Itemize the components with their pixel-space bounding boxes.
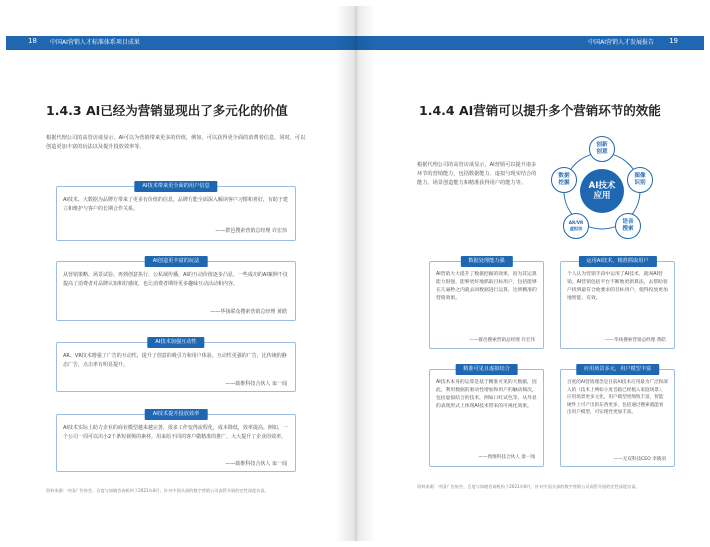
right-page-number: 19 bbox=[669, 37, 678, 45]
node-label: 搜索 bbox=[622, 226, 634, 232]
quote-signature: ——华扬搜索营销总经理 黄皓 bbox=[604, 338, 666, 343]
quote-tag: AI技术带来更全面的用户信息 bbox=[134, 181, 217, 192]
node-label: 虚拟技 bbox=[569, 226, 583, 231]
center-label-line2: 应用 bbox=[593, 191, 611, 201]
left-section-title: 1.4.3 AI已经为营销显现出了多元化的价值 bbox=[46, 103, 288, 118]
right-quote-card-4 bbox=[560, 366, 675, 467]
right-header-title: 中国AI营销人才发展报告 bbox=[588, 39, 654, 46]
quote-signature: ——致维科技合伙人 栾一闻 bbox=[478, 455, 535, 460]
quote-signature: ——无双科技CEO 李晓羽 bbox=[613, 457, 666, 462]
left-intro: 根据代理公司的高管访谈显示，AI可以为营销带来更多的价值，例如，可以获得更全面的消费者信息，同时，可以创造更加丰富的玩法以及提升投放效率等。 bbox=[46, 135, 306, 150]
left-quote-card-4 bbox=[56, 411, 296, 472]
left-quote-card-2 bbox=[56, 258, 296, 321]
quote-text: 百度的AI营销理念是目前AI技术应用最为广泛和深入的（技术上例如小度音箱已经植入家庭场景），应用场景更多元化，用户模型更细致丰富，智能硬件上可产出的东西更多，包括通过搜索就能看出用户模型，可实现性更加丰富。 bbox=[567, 380, 668, 416]
book-spread bbox=[6, 6, 704, 541]
right-quote-card-1 bbox=[429, 258, 544, 349]
node-data-mining bbox=[551, 167, 577, 193]
quote-signature: ——华扬联众搜索营销总经理 黄皓 bbox=[210, 309, 287, 315]
quote-signature: ——群邑搜索营销总经理 许宏伟 bbox=[215, 228, 287, 234]
node-label: 识别 bbox=[634, 180, 646, 186]
quote-tag: 应用场景多元，用户模型丰富 bbox=[576, 364, 659, 375]
right-footnote: 资料来源：中国广告协会、百度与知晓咨询机构于2021年8月，针对中国头部的数字营销公司高管开展的定性深度访谈。 bbox=[417, 484, 640, 489]
node-label: 挖掘 bbox=[558, 180, 570, 186]
quote-tag: AI技术提升投放效率 bbox=[145, 409, 208, 420]
node-label: 语音 bbox=[622, 219, 634, 225]
left-quote-card-1 bbox=[56, 183, 296, 241]
quote-tag: AI创造更丰富的玩法 bbox=[145, 256, 208, 267]
quote-signature: ——致维科技合伙人 栾一闻 bbox=[225, 381, 287, 387]
quote-text: AI技术、大数据为品牌方带来了更多有价值的信息，品牌方能全面深入解读客户习惯和喜好，有助于建立和维护与客户的长期合作关系。 bbox=[63, 197, 288, 212]
quote-tag: 运用AI技术，精准抓取用户 bbox=[578, 256, 656, 267]
node-label: 创意 bbox=[596, 149, 608, 155]
right-section-title: 1.4.4 AI营销可以提升多个营销环节的效能 bbox=[419, 103, 661, 118]
node-label: AR/VR bbox=[568, 220, 584, 225]
node-label: 图像 bbox=[634, 173, 646, 179]
quote-text: 个人认为营销手段中运用了AI技术，就叫AI营销。AI营销包括平台不断地更新算法，去帮助客户找到最符合他要求的目标用户，使得投放更加地智能、有效。 bbox=[567, 272, 668, 301]
node-innovation bbox=[589, 136, 615, 162]
node-label: 创新 bbox=[596, 142, 608, 148]
node-ar-vr bbox=[563, 213, 589, 239]
left-footnote: 资料来源：中国广告协会、百度与知晓咨询机构于2021年8月，针对中国头部的数字营销公司高管开展的定性深度访谈。 bbox=[46, 488, 269, 493]
quote-tag: 精准可见且虚拟结合 bbox=[455, 364, 518, 375]
right-header-bar bbox=[355, 36, 704, 50]
right-quote-card-3 bbox=[429, 366, 544, 467]
left-quote-card-3 bbox=[56, 339, 296, 392]
node-voice-search bbox=[615, 213, 641, 239]
right-quote-card-2 bbox=[560, 258, 675, 349]
quote-text: 从营销策略、场景试验、再到创意执行、公私域传播，AI的互动价值逐步凸显，一些成功的AI案例不仅提高了消费者对品牌认知和好感度，也让消费者期待更多趣味互动活动和内容。 bbox=[63, 272, 288, 287]
node-label: 数据 bbox=[558, 173, 570, 179]
center-label-line1: AI技术 bbox=[588, 181, 616, 191]
left-page bbox=[6, 6, 355, 541]
quote-text: AI营销大大提升了数据挖掘的效果，因为其运算能力很强，能够更好地抓取目标用户，包括能够在几毫秒之内就去回数据进行运算，达到精准的营销效果。 bbox=[436, 272, 537, 301]
quote-text: AI技术本身的运算是基于精准可见的大数据，因此，利用数据的驱动性增加和用户的触动频次，包括虚拟结合的技术，例如口红试色等，从外显的表现形式上体现AI技术带来的可视化效果。 bbox=[436, 380, 537, 409]
quote-tag: 数据处理能力强 bbox=[460, 256, 512, 267]
quote-tag: AI技术加强互动性 bbox=[147, 337, 204, 348]
quote-text: AR、VR技术增强了广告的互动性，提升了创意的吸引力和用户体验。互动性更强的广告，比传统的静态广告，点击率有明显提升。 bbox=[63, 353, 287, 368]
left-page-number: 18 bbox=[28, 37, 37, 45]
right-intro: 根据代理公司的高管访谈显示，AI营销可以提升诸多环节的营销能力，包括数据能力、虚拟与现实结合的能力、场景创造能力和精准获得用户的能力等。 bbox=[417, 162, 537, 186]
right-page bbox=[355, 6, 704, 541]
ai-application-diagram bbox=[547, 134, 657, 246]
quote-signature: ——致维科技合伙人 栾一闻 bbox=[225, 461, 287, 467]
left-header-bar bbox=[6, 36, 355, 50]
quote-signature: ——群邑搜索营销总经理 许宏伟 bbox=[469, 338, 535, 343]
node-image-recognition bbox=[627, 167, 653, 193]
quote-text: AI技术实际上助力企业的商业模型越来越完善，很多工作变得流程化，成本降低，效率提高。例如，一个公司一周可以出小2千条短视频的素材，用来给不同的客户做精准的推广，大大提升了企业的效率。 bbox=[63, 425, 288, 440]
center-node bbox=[580, 169, 624, 213]
left-header-title: 中国AI营销人才标准体系项目成果 bbox=[50, 39, 140, 46]
